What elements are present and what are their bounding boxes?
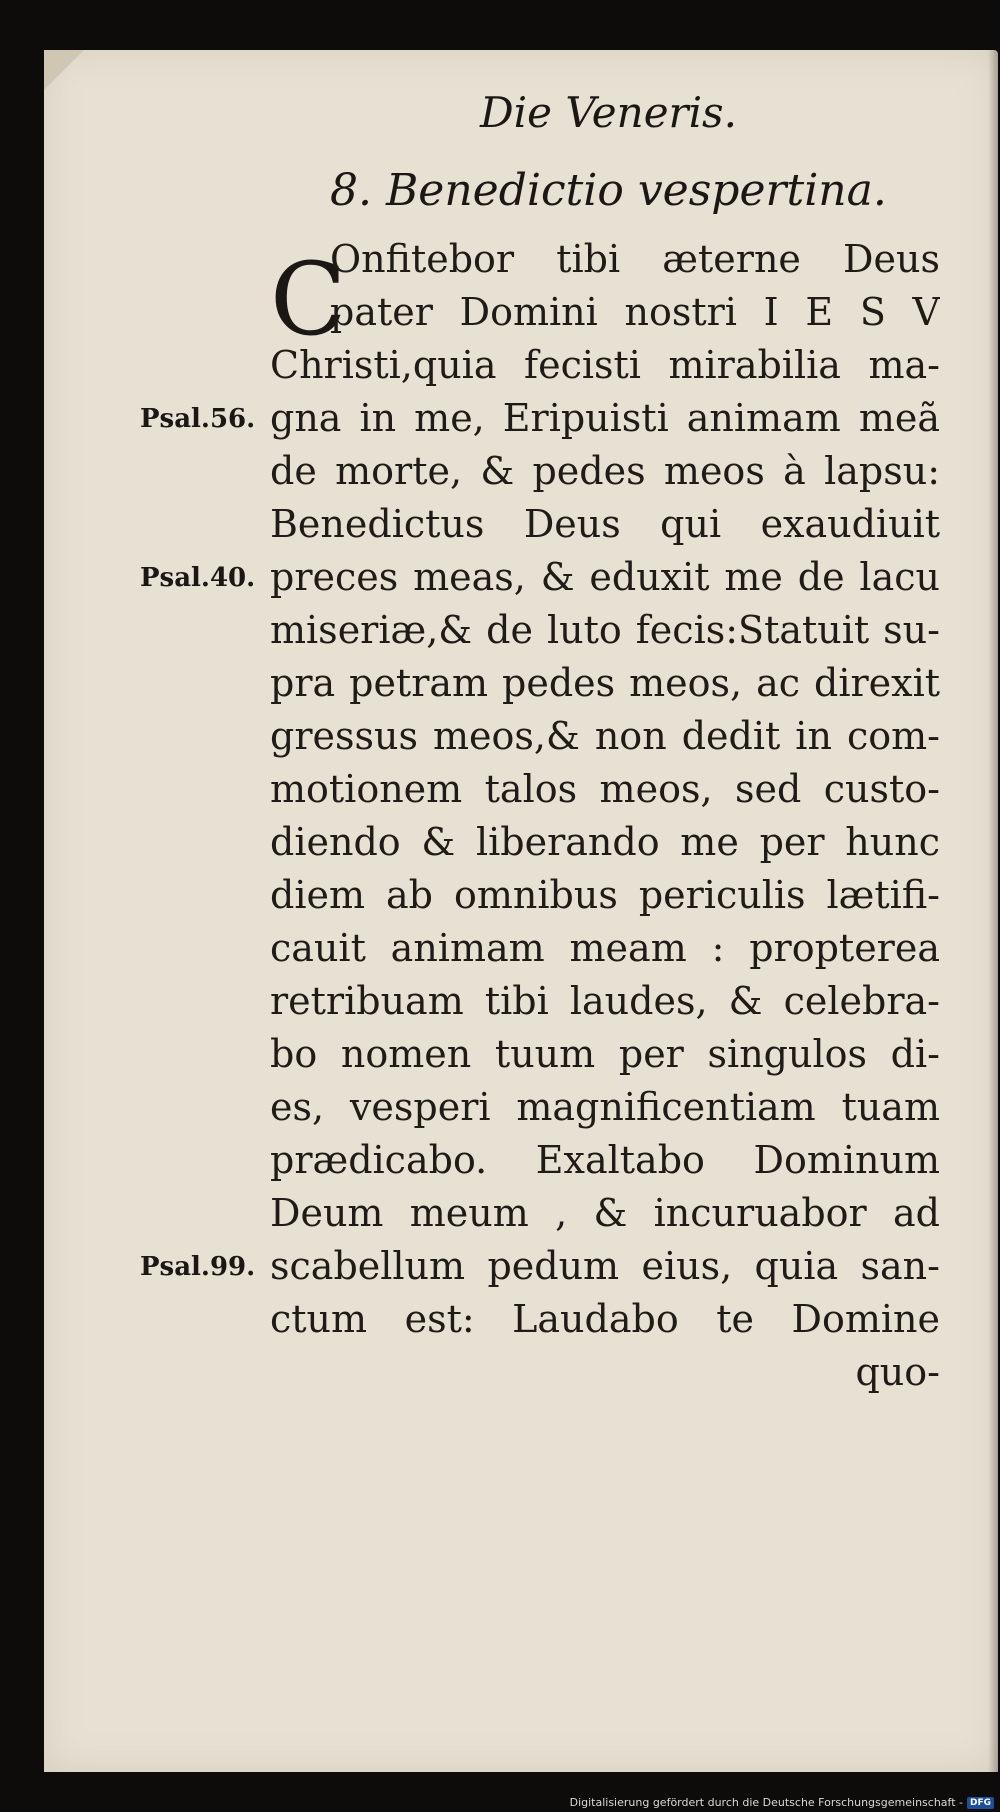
text-line: pater Domini nostri I E S V [330, 290, 940, 334]
text-line: scabellum pedum eius, quia san- [270, 1244, 940, 1288]
running-head: Die Veneris. [480, 88, 737, 137]
catchword: quo- [855, 1350, 940, 1394]
text-line: preces meas, & eduxit me de lacu [270, 555, 940, 599]
margin-note-psalm: Psal.99. [140, 1252, 256, 1282]
text-line: Christi,quia fecisti mirabilia ma- [270, 343, 940, 387]
page-corner-fold [44, 50, 84, 90]
margin-note-psalm: Psal.56. [140, 404, 256, 434]
text-line: ctum est: Laudabo te Domine [270, 1297, 940, 1341]
credit-text: Digitalisierung gefördert durch die Deutsche Forschungsgemeinschaft - [569, 1796, 963, 1809]
text-line: retribuam tibi laudes, & celebra- [270, 979, 940, 1023]
text-line: pra petram pedes meos, ac direxit [270, 661, 940, 705]
text-line: diendo & liberando me per hunc [270, 820, 940, 864]
drop-capital: C [270, 241, 347, 358]
text-line: es, vesperi magnificentiam tuam [270, 1085, 940, 1129]
prayer-text [270, 233, 940, 1399]
digitization-credit [570, 1796, 994, 1809]
page-gutter-shadow [988, 50, 998, 1772]
text-line: gressus meos,& non dedit in com- [270, 714, 940, 758]
text-line: motionem talos meos, sed custo- [270, 767, 940, 811]
text-line: cauit animam meam : propterea [270, 926, 940, 970]
margin-note-psalm: Psal.40. [140, 563, 256, 593]
section-title: 8. Benedictio vespertina. [330, 165, 887, 216]
text-line: miseriæ,& de luto fecis:Statuit su- [270, 608, 940, 652]
text-line: Onfitebor tibi æterne Deus [330, 237, 940, 281]
text-line: diem ab omnibus periculis lætifi- [270, 873, 940, 917]
text-line: prædicabo. Exaltabo Dominum [270, 1138, 940, 1182]
text-line: de morte, & pedes meos à lapsu: [270, 449, 940, 493]
text-line: bo nomen tuum per singulos di- [270, 1032, 940, 1076]
text-line: Benedictus Deus qui exaudiuit [270, 502, 940, 546]
dfg-logo: DFG [967, 1797, 994, 1809]
text-line: gna in me, Eripuisti animam meã [270, 396, 940, 440]
text-line: Deum meum , & incuruabor ad [270, 1191, 940, 1235]
